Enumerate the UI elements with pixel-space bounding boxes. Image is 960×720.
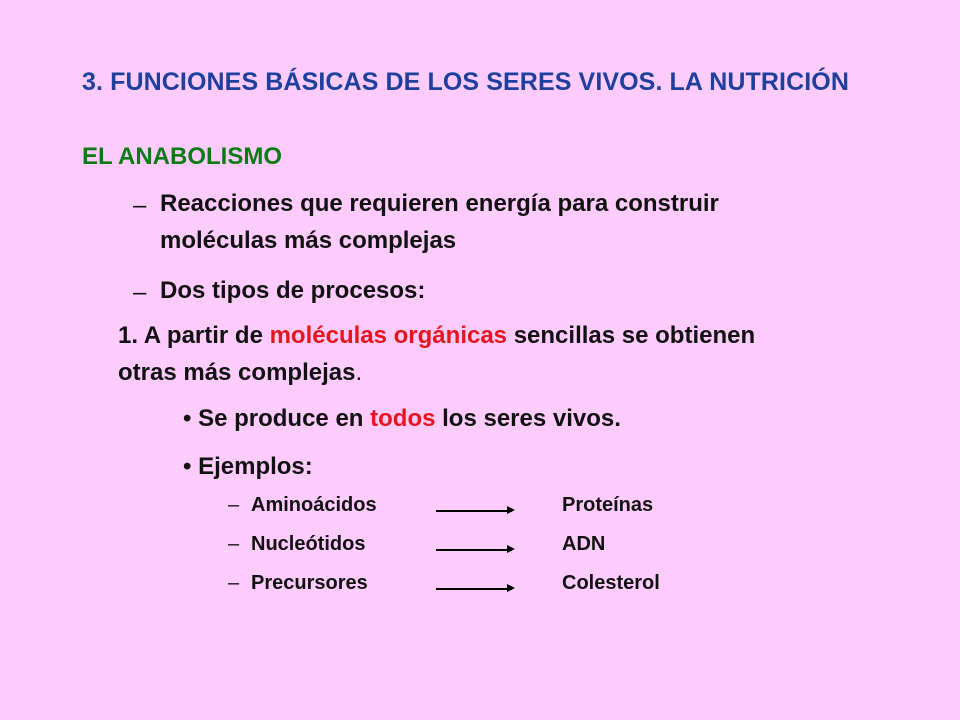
example-marker: – [228, 572, 240, 594]
arrow-icon [436, 588, 512, 590]
highlight-text: moléculas orgánicas [269, 322, 508, 349]
example-product: ADN [562, 533, 606, 555]
bullet-text-line2: moléculas más complejas [160, 227, 457, 254]
highlight-text: todos [370, 405, 436, 432]
example-product: Colesterol [562, 572, 660, 594]
bullet-dot: • [183, 405, 192, 432]
example-source: Precursores [251, 572, 368, 594]
example-source: Aminoácidos [251, 494, 377, 516]
example-source: Nucleótidos [251, 533, 366, 555]
sub-bullet-prefix: Se produce en [198, 405, 371, 432]
process-item-line2 [118, 359, 362, 387]
example-marker: – [228, 494, 240, 516]
bullet-marker: – [133, 279, 147, 306]
section-heading: EL ANABOLISMO [82, 143, 283, 170]
sub-bullet-text: Ejemplos: [198, 453, 313, 480]
example-product: Proteínas [562, 494, 654, 516]
sub-bullet [183, 453, 313, 481]
sub-bullet [183, 405, 621, 433]
process-line2-period: . [355, 359, 363, 386]
arrow-icon [436, 510, 512, 512]
sub-bullet-suffix: los seres vivos. [435, 405, 621, 432]
process-line2-text: otras más complejas [118, 359, 356, 386]
bullet-text-line1: Reacciones que requieren energía para construir [160, 190, 719, 217]
bullet-text: Dos tipos de procesos: [160, 277, 426, 304]
example-marker: – [228, 533, 240, 555]
process-suffix: sencillas se obtienen [507, 322, 756, 349]
process-prefix: 1. A partir de [118, 322, 270, 349]
bullet-marker: – [133, 192, 147, 219]
slide-title: 3. FUNCIONES BÁSICAS DE LOS SERES VIVOS. LA NUTRICIÓN [82, 68, 849, 96]
bullet-dot: • [183, 453, 192, 480]
process-item-line1 [118, 322, 755, 350]
arrow-icon [436, 549, 512, 551]
